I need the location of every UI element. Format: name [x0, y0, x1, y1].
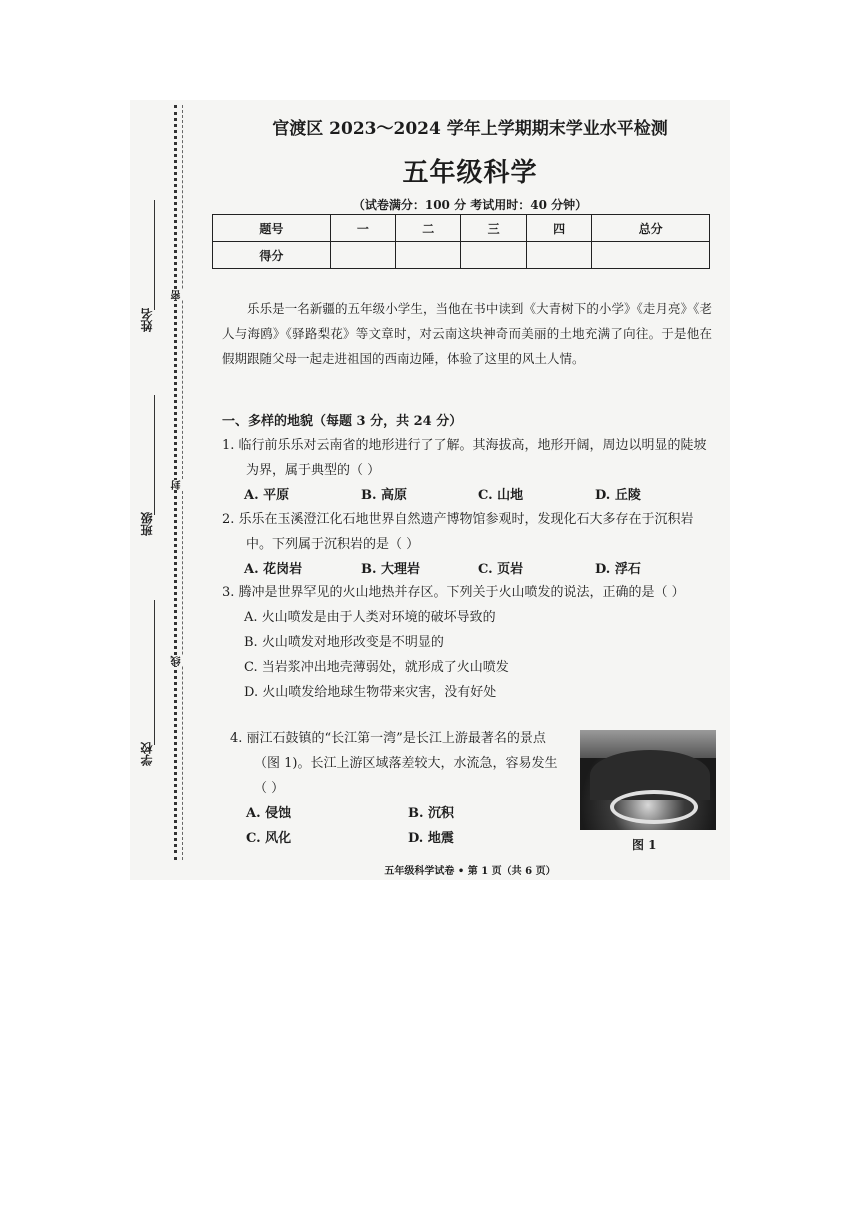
score-table-header-row [213, 215, 710, 242]
question-text: 3. 腾冲是世界罕见的火山地热并存区。下列关于火山喷发的说法，正确的是（ ） [222, 585, 685, 600]
score-table-score-row [213, 242, 710, 269]
option: C. 山地 [478, 488, 524, 503]
river-bend-photo [580, 730, 716, 830]
score-header-cell: 四 [526, 215, 591, 242]
score-cell[interactable] [396, 242, 461, 269]
seal-char-feng: 封 [172, 480, 183, 490]
option: A. 平原 [244, 488, 290, 503]
question-text: 4. 丽江石鼓镇的“长江第一湾”是长江上游最著名的景点（图 1)。长江上游区域落差较大，水流急，容易发生（ ） [230, 731, 558, 796]
option: B. 大理岩 [361, 562, 421, 577]
score-cell[interactable] [526, 242, 591, 269]
score-row-label: 得分 [213, 242, 331, 269]
question-options [222, 605, 712, 705]
figure-caption: 图 1 [632, 838, 657, 852]
exam-meta: （试卷满分：100 分 考试用时：40 分钟） [352, 198, 588, 212]
score-cell[interactable] [592, 242, 710, 269]
option: D. 火山喷发给地球生物带来灾害，没有好处 [244, 685, 497, 700]
school-label: 学校 [140, 742, 154, 766]
option: D. 浮石 [595, 562, 641, 577]
score-header-cell: 三 [461, 215, 526, 242]
score-header-cell: 题号 [213, 215, 331, 242]
option: B. 火山喷发对地形改变是不明显的 [244, 635, 444, 650]
option: D. 丘陵 [595, 488, 641, 503]
option: C. 页岩 [478, 562, 524, 577]
question-1 [222, 433, 712, 508]
score-cell[interactable] [330, 242, 395, 269]
page-footer: 五年级科学试卷 • 第 1 页（共 6 页） [384, 866, 556, 877]
name-label: 姓名 [140, 308, 154, 332]
question-options [222, 483, 712, 508]
score-cell[interactable] [461, 242, 526, 269]
option: A. 花岗岩 [244, 562, 303, 577]
question-4 [230, 726, 570, 851]
question-options-row [230, 801, 570, 826]
question-2 [222, 507, 712, 582]
option: A. 火山喷发是由于人类对环境的破坏导致的 [244, 610, 496, 625]
class-blank-line [154, 395, 155, 515]
option: C. 当岩浆冲出地壳薄弱处，就形成了火山喷发 [244, 660, 509, 675]
seal-char-xian: 线 [172, 656, 183, 666]
exam-title: 官渡区 2023～2024 学年上学期期末学业水平检测 [272, 119, 668, 139]
question-3 [222, 580, 712, 705]
school-blank-line [154, 600, 155, 745]
question-text: 1. 临行前乐乐对云南省的地形进行了了解。其海拔高，地形开阔，周边以明显的陡坡为界，属于典型的（ ） [222, 438, 707, 478]
option: C. 风化 [246, 831, 292, 846]
question-options [222, 557, 712, 582]
option: A. 侵蚀 [246, 806, 292, 821]
question-text: 2. 乐乐在玉溪澄江化石地世界自然遗产博物馆参观时，发现化石大多存在于沉积岩中。下列属于沉积岩的是（ ） [222, 512, 694, 552]
score-table [212, 214, 710, 269]
option: B. 沉积 [408, 806, 455, 821]
photo-river-bend [610, 790, 698, 824]
option: B. 高原 [361, 488, 408, 503]
score-header-cell: 总分 [592, 215, 710, 242]
intro-paragraph: 乐乐是一名新疆的五年级小学生，当他在书中读到《大青树下的小学》《走月亮》《老人与海鸥》《驿路梨花》等文章时，对云南这块神奇而美丽的土地充满了向往。于是他在假期跟随父母一起走进祖国的西南边陲，体验了这里的风土人情。 [222, 301, 712, 366]
section-heading: 一、多样的地貌（每题 3 分，共 24 分） [222, 414, 463, 429]
name-blank-line [154, 200, 155, 310]
score-header-cell: 二 [396, 215, 461, 242]
class-label: 班级 [140, 512, 154, 536]
option: D. 地震 [408, 831, 454, 846]
question-options-row [230, 826, 570, 851]
subject-title: 五年级科学 [402, 158, 538, 188]
seal-char-mi: 密 [172, 290, 183, 300]
score-header-cell: 一 [330, 215, 395, 242]
